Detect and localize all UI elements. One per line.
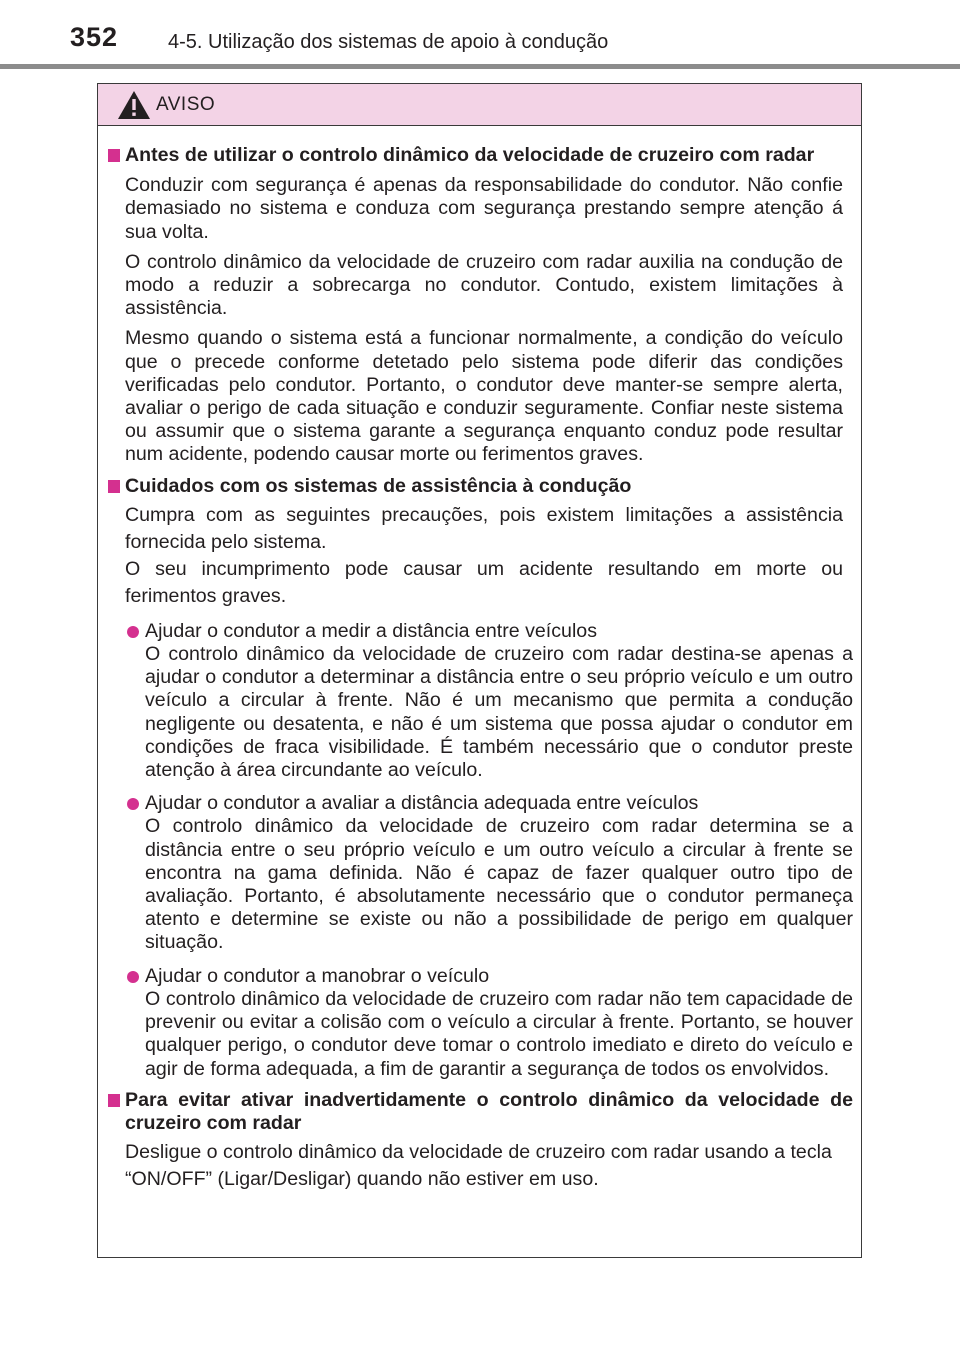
section-title: 4-5. Utilização dos sistemas de apoio à condução xyxy=(168,31,609,53)
sub-item-text: O controlo dinâmico da velocidade de cruzeiro com radar não tem capacidade de prevenir ou evitar a colisão com o veículo a circular à frente. Portanto, se houver qualquer perigo, o condutor deve tomar o controlo imediato e direto do veículo e agir de forma adequada, a fim de garantir a segurança de todos os envolvidos. xyxy=(145,987,853,1080)
sub-item-title: Ajudar o condutor a manobrar o veículo xyxy=(145,964,490,987)
sub-item xyxy=(125,965,853,1081)
warning-item xyxy=(98,1089,853,1193)
sub-item xyxy=(125,620,853,782)
item-heading: Para evitar ativar inadvertidamente o controlo dinâmico da velocidade de cruzeiro com radar xyxy=(125,1088,853,1134)
square-bullet-icon xyxy=(108,149,120,162)
warning-header xyxy=(98,84,861,126)
item-heading: Antes de utilizar o controlo dinâmico da velocidade de cruzeiro com radar xyxy=(125,144,815,166)
paragraph: O seu incumprimento pode causar um acidente resultando em morte ou ferimentos graves. xyxy=(125,557,843,607)
item-heading: Cuidados com os sistemas de assistência à condução xyxy=(125,474,632,497)
warning-triangle-icon xyxy=(117,90,151,120)
round-bullet-icon xyxy=(127,626,139,638)
square-bullet-icon xyxy=(108,480,120,493)
sub-item-text: O controlo dinâmico da velocidade de cruzeiro com radar determina se a distância entre o seu próprio veículo e um outro veículo a circular à frente se encontra na gama definida. Não é capaz de fazer qualquer outro tipo de avaliação. Portanto, é absolutamente necessário que o condutor permaneça atento e determine se existe ou não a possibilidade de perigo em qualquer situação. xyxy=(145,815,853,954)
warning-box xyxy=(97,83,862,1258)
warning-item xyxy=(98,475,853,1081)
page-header xyxy=(0,0,960,70)
paragraph: Conduzir com segurança é apenas da responsabilidade do condutor. Não confie demasiado no sistema e conduza com segurança prestando sempre atenção á sua volta. xyxy=(125,174,843,243)
paragraph: Desligue o controlo dinâmico da velocidade de cruzeiro com radar usando a tecla “ON/OFF” (Ligar/Desligar) quando não estiver em uso. xyxy=(125,1141,832,1191)
sub-item-title: Ajudar o condutor a medir a distância entre veículos xyxy=(145,619,597,642)
paragraph: Mesmo quando o sistema está a funcionar normalmente, a condição do veículo que o precede conforme detetado pelo sistema pode diferir das condições verificadas pelo condutor. Portanto, o condutor deve manter-se sempre alerta, avaliar o perigo de cada situação e conduzir seguramente. Confiar neste sistema ou assumir que o sistema garante a segurança enquanto conduz pode resultar num acidente, podendo causar morte ou ferimentos graves. xyxy=(125,327,843,466)
sub-item xyxy=(125,792,853,954)
sub-item-text: O controlo dinâmico da velocidade de cruzeiro com radar destina-se apenas a ajudar o condutor a determinar a distância entre o seu próprio veículo e um outro veículo a circular à frente. Não é um mecanismo que permita a condução negligente ou desatenta, e não é um sistema que possa ajudar o condutor em condições de fraca visibilidade. É também necessário que o condutor preste atenção à área circundante ao veículo. xyxy=(145,643,853,782)
sub-item-title: Ajudar o condutor a avaliar a distância adequada entre veículos xyxy=(145,792,699,815)
warning-item xyxy=(98,144,853,467)
round-bullet-icon xyxy=(127,798,139,810)
square-bullet-icon xyxy=(108,1094,120,1107)
paragraph: O controlo dinâmico da velocidade de cruzeiro com radar auxilia na condução de modo a reduzir a sobrecarga no condutor. Contudo, existem limitações à assistência. xyxy=(125,250,843,320)
paragraph: Cumpra com as seguintes precauções, pois existem limitações a assistência fornecida pelo sistema. xyxy=(125,503,843,553)
round-bullet-icon xyxy=(127,971,139,983)
warning-body xyxy=(98,126,861,1193)
header-rule xyxy=(0,64,960,69)
warning-label: AVISO xyxy=(156,94,216,115)
page-number: 352 xyxy=(70,22,119,52)
